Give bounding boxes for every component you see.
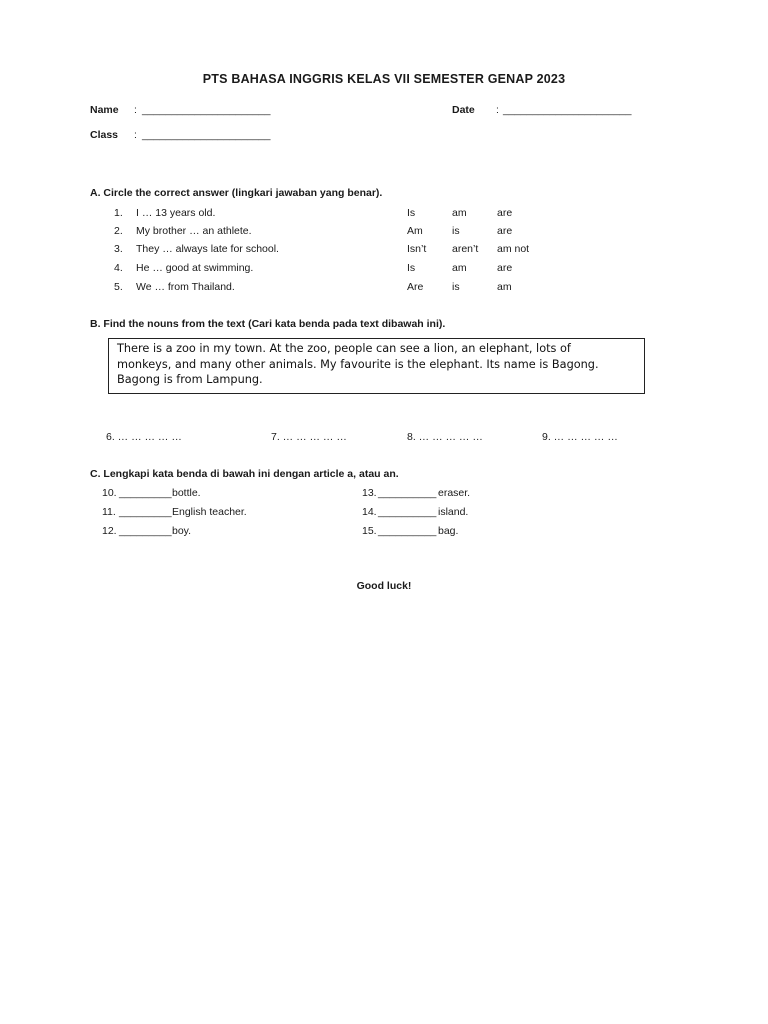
date-field[interactable]: ______________________ xyxy=(503,104,632,116)
option-2[interactable]: aren’t xyxy=(452,243,479,255)
class-label: Class xyxy=(90,129,119,141)
option-3[interactable]: am not xyxy=(497,243,530,255)
item-number: 14. xyxy=(362,506,377,518)
item-question: They … always late for school. xyxy=(136,243,279,255)
noun-word: island. xyxy=(438,506,469,518)
noun-word: eraser. xyxy=(438,487,471,499)
noun-word: boy. xyxy=(172,525,192,537)
item-question: He … good at swimming. xyxy=(136,262,254,274)
article-blank[interactable]: __________ xyxy=(378,525,437,537)
option-1[interactable]: Isn’t xyxy=(407,243,427,255)
section-c-heading: C. Lengkapi kata benda di bawah ini dengan article a, atau an. xyxy=(90,468,399,480)
item-number: 2. xyxy=(114,225,123,237)
item-number: 13. xyxy=(362,487,377,499)
closing-text: Good luck! xyxy=(356,580,412,592)
passage-line: There is a zoo in my town. At the zoo, people can see a lion, an elephant, lots of xyxy=(117,342,571,355)
option-2[interactable]: is xyxy=(452,281,460,293)
name-field[interactable]: ______________________ xyxy=(142,104,271,116)
noun-word: bag. xyxy=(438,525,459,537)
class-colon: : xyxy=(134,129,137,141)
noun-word: bottle. xyxy=(172,487,201,499)
item-number: 11. xyxy=(102,506,116,518)
article-blank[interactable]: _________ xyxy=(119,506,172,518)
option-2[interactable]: is xyxy=(452,225,460,237)
article-blank[interactable]: __________ xyxy=(378,487,437,499)
item-question: My brother … an athlete. xyxy=(136,225,252,237)
article-blank[interactable]: _________ xyxy=(119,487,172,499)
item-number: 4. xyxy=(114,262,123,274)
option-1[interactable]: Are xyxy=(407,281,424,293)
answer-blank-9[interactable]: 9. … … … … … xyxy=(542,431,618,443)
article-blank[interactable]: __________ xyxy=(378,506,437,518)
option-3[interactable]: are xyxy=(497,262,513,274)
passage-line: monkeys, and many other animals. My favourite is the elephant. Its name is Bagong. xyxy=(117,357,599,371)
option-3[interactable]: are xyxy=(497,225,513,237)
item-number: 12. xyxy=(102,525,117,537)
noun-word: English teacher. xyxy=(172,506,247,518)
item-number: 10. xyxy=(102,487,117,499)
reading-passage xyxy=(108,338,645,394)
passage-line: Bagong is from Lampung. xyxy=(117,373,263,386)
answer-blank-8[interactable]: 8. … … … … … xyxy=(407,431,483,443)
article-blank[interactable]: _________ xyxy=(119,525,172,537)
answer-blank-7[interactable]: 7. … … … … … xyxy=(271,431,347,443)
name-colon: : xyxy=(134,104,137,116)
item-question: I … 13 years old. xyxy=(136,207,216,219)
item-number: 3. xyxy=(114,243,123,255)
class-field[interactable]: ______________________ xyxy=(142,129,271,141)
option-3[interactable]: are xyxy=(497,207,513,219)
item-number: 15. xyxy=(362,525,377,537)
option-2[interactable]: am xyxy=(452,262,467,274)
item-question: We … from Thailand. xyxy=(136,281,235,293)
answer-blank-6[interactable]: 6. … … … … … xyxy=(106,431,182,443)
option-1[interactable]: Is xyxy=(407,262,416,274)
name-label: Name xyxy=(90,104,119,116)
option-1[interactable]: Is xyxy=(407,207,416,219)
section-b-heading: B. Find the nouns from the text (Cari kata benda pada text dibawah ini). xyxy=(90,318,446,330)
date-label: Date xyxy=(452,104,475,116)
section-a-heading: A. Circle the correct answer (lingkari jawaban yang benar). xyxy=(90,187,383,199)
item-number: 1. xyxy=(114,207,123,219)
date-colon: : xyxy=(496,104,499,116)
item-number: 5. xyxy=(114,281,123,293)
page-title: PTS BAHASA INGGRIS KELAS VII SEMESTER GENAP 2023 xyxy=(202,72,566,86)
option-1[interactable]: Am xyxy=(407,225,423,237)
option-2[interactable]: am xyxy=(452,207,467,219)
option-3[interactable]: am xyxy=(497,281,512,293)
